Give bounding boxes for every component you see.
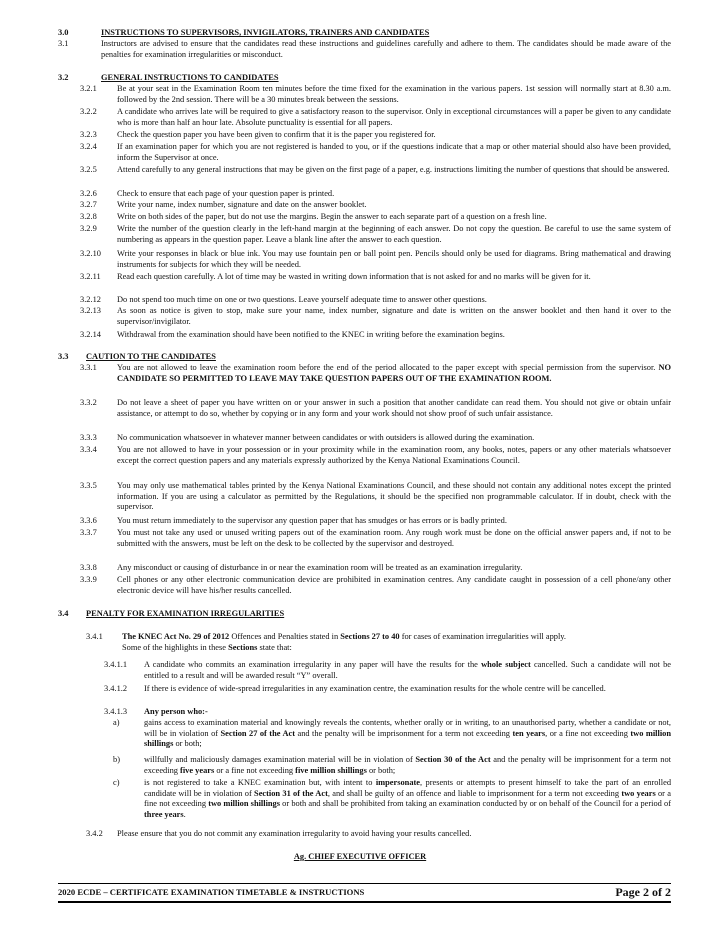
section-heading: GENERAL INSTRUCTIONS TO CANDIDATES bbox=[101, 73, 279, 82]
item-label: c) bbox=[113, 778, 120, 787]
item-text-plain: You are not allowed to leave the examination room before the end of the period allocated to the paper except with special permission from the supervisor. bbox=[117, 363, 656, 372]
item-text: Any misconduct or causing of disturbance in or near the examination room will be treated as an examination irregularity. bbox=[117, 563, 523, 572]
item-number: 3.2.14 bbox=[80, 330, 101, 339]
list-item bbox=[58, 130, 671, 141]
list-item bbox=[58, 212, 671, 223]
text-bold: whole subject bbox=[481, 660, 531, 669]
text-plain: for cases of examination irregularities will apply. bbox=[399, 632, 567, 641]
item-text: As soon as notice is given to stop, make sure your name, index number, signature and date is written on the answer booklet and then hand it over to the supervisor/invigilator. bbox=[117, 306, 671, 326]
text-plain: , and shall be guilty of an offence and liable to imprisonment for a term not exceeding bbox=[327, 788, 622, 798]
item-number: 3.3.1 bbox=[80, 363, 97, 372]
section-heading: PENALTY FOR EXAMINATION IRREGULARITIES bbox=[86, 609, 285, 618]
item-text bbox=[144, 755, 671, 776]
section-3-3 bbox=[58, 352, 671, 363]
item-text: Write the number of the question clearly in the left-hand margin at the beginning of each answer. Do not copy the question. Be careful to use the same system of numbering as appears in the question paper. Leave a blank line after the answer to each question. bbox=[117, 224, 671, 244]
text-plain: or both and shall be prohibited from taking an examination conducted by or on behalf of the Council for a period of bbox=[280, 799, 672, 809]
list-item bbox=[58, 528, 671, 549]
text-bold: two million shillings bbox=[144, 728, 671, 749]
item-text: Do not spend too much time on one or two questions. Leave yourself adequate time to answer other questions. bbox=[117, 295, 487, 304]
item-number: 3.3.9 bbox=[80, 575, 97, 584]
item-number: 3.4.1.3 bbox=[104, 707, 128, 716]
text-plain: and the penalty will be imprisonment for a term not exceeding bbox=[295, 728, 513, 738]
list-item bbox=[58, 224, 671, 245]
list-item bbox=[58, 330, 671, 341]
list-item bbox=[86, 829, 671, 840]
list-item bbox=[58, 272, 671, 283]
item-number: 3.2.1 bbox=[80, 84, 97, 93]
item-label: b) bbox=[113, 755, 120, 764]
list-item bbox=[58, 200, 671, 211]
section-number: 3.4 bbox=[58, 609, 69, 618]
list-item bbox=[58, 575, 671, 596]
item-label: a) bbox=[113, 718, 120, 727]
item-number: 3.4.1 bbox=[86, 632, 103, 641]
section-3-0 bbox=[58, 28, 671, 39]
text-bold: Sections bbox=[228, 642, 258, 652]
item-text: Write on both sides of the paper, but do not use the margins. Begin the answer to each separate part of a question on a fresh line. bbox=[117, 212, 547, 221]
list-item bbox=[58, 107, 671, 128]
item-number: 3.2.9 bbox=[80, 224, 97, 233]
text-plain: willfully and maliciously damages examination material will be in violation of bbox=[144, 755, 416, 764]
item-text bbox=[144, 778, 671, 820]
text-bold: Section 27 of the Act bbox=[220, 728, 296, 738]
text-plain: . bbox=[183, 809, 186, 819]
item-text: Check to ensure that each page of your question paper is printed. bbox=[117, 189, 335, 198]
text-plain: Some of the highlights in these bbox=[122, 642, 229, 652]
item-text: Withdrawal from the examination should have been notified to the KNEC in writing before the examination begins. bbox=[117, 330, 505, 339]
footer-title: 2020 ECDE – CERTIFICATE EXAMINATION TIMETABLE & INSTRUCTIONS bbox=[58, 887, 365, 898]
section-text: Instructors are advised to ensure that the candidates read these instructions and guidelines carefully and adhere to them. The candidates should be made aware of the penalties for examination irregularities or misconduct. bbox=[101, 39, 671, 59]
page-number: Page 2 of 2 bbox=[615, 885, 671, 900]
list-item bbox=[86, 632, 671, 653]
section-3-1 bbox=[58, 39, 671, 60]
item-number: 3.2.6 bbox=[80, 189, 97, 198]
text-bold: two years bbox=[621, 788, 656, 798]
item-number: 3.3.3 bbox=[80, 433, 97, 442]
item-number: 3.4.1.2 bbox=[104, 684, 128, 693]
item-number: 3.2.12 bbox=[80, 295, 101, 304]
list-item bbox=[104, 684, 671, 695]
item-text: You are not allowed to have in your possession or in your proximity while in the examination room, any books, notes, papers or any other materials whatsoever except the correct question papers and any materials expressly authorized by the Kenya National Examinations Council. bbox=[117, 445, 671, 465]
item-text: Do not leave a sheet of paper you have written on or your answer in such a position that another candidate can read them. You should not give or obtain unfair assistance, or attempt to do so, whether by copying or in any form and your work should not show proof of such unfair assistance. bbox=[117, 398, 671, 418]
list-item bbox=[58, 445, 671, 466]
list-item bbox=[58, 189, 671, 200]
list-item bbox=[58, 433, 671, 444]
item-text bbox=[117, 363, 671, 384]
list-item bbox=[58, 516, 671, 527]
text-plain: gains access to examination material and knowingly reveals the contents, whether orally or in writing, to an unauthorised party, whether a candidate or not, will be in violation of bbox=[144, 718, 671, 738]
item-number: 3.3.2 bbox=[80, 398, 97, 407]
text-plain: cancelled. Such a candidate will not be entitled to a result and will be awarded result “Y” overall. bbox=[144, 660, 671, 680]
text-bold: Sections 27 to 40 bbox=[340, 632, 400, 641]
text-bold: The KNEC Act No. 29 of 2012 bbox=[122, 632, 230, 641]
section-number: 3.0 bbox=[58, 28, 69, 37]
list-item bbox=[58, 249, 671, 270]
section-number: 3.2 bbox=[58, 73, 69, 82]
list-item bbox=[113, 718, 671, 750]
list-item bbox=[104, 660, 671, 681]
item-text: Any person who:- bbox=[144, 707, 208, 716]
item-text bbox=[122, 632, 671, 653]
list-item bbox=[58, 306, 671, 327]
list-item bbox=[113, 755, 671, 776]
list-item bbox=[104, 707, 671, 718]
item-number: 3.3.6 bbox=[80, 516, 97, 525]
text-plain: is not registered to take a KNEC examination but, with intent to bbox=[144, 778, 376, 787]
text-plain: and the penalty will be imprisonment for a term not exceeding bbox=[144, 755, 671, 775]
item-number: 3.4.2 bbox=[86, 829, 103, 838]
item-text: You must not take any used or unused writing papers out of the examination room. Any rough work must be done on the official answer papers and, if not to be submitted with the answers, must be left on the desk to be collected by the supervisor and destroyed. bbox=[117, 528, 671, 548]
item-text: Attend carefully to any general instructions that may be given on the first page of a paper, e.g. instructions limiting the number of questions that should be answered. bbox=[117, 165, 670, 174]
list-item bbox=[58, 563, 671, 574]
list-item bbox=[113, 778, 671, 820]
list-item bbox=[58, 481, 671, 513]
item-text-bold: NO CANDIDATE SO PERMITTED TO LEAVE MAY TAKE QUESTION PAPERS OUT OF THE EXAMINATION ROOM. bbox=[117, 363, 671, 383]
list-item bbox=[58, 165, 671, 176]
item-number: 3.4.1.1 bbox=[104, 660, 128, 669]
item-text: No communication whatsoever in whatever manner between candidates or with outsiders is allowed during the examination. bbox=[117, 433, 535, 442]
text-bold: two million shillings bbox=[208, 799, 281, 809]
text-plain: A candidate who commits an examination irregularity in any paper will have the results for the bbox=[144, 660, 482, 669]
item-text: If there is evidence of wide-spread irregularities in any examination centre, the examination results for the whole centre will be cancelled. bbox=[144, 684, 606, 693]
list-item bbox=[58, 398, 671, 419]
section-heading: INSTRUCTIONS TO SUPERVISORS, INVIGILATORS, TRAINERS AND CANDIDATES bbox=[101, 28, 430, 37]
item-text bbox=[144, 660, 671, 681]
list-item bbox=[58, 363, 671, 384]
item-text: If an examination paper for which you are not registered is handed to you, or if the questions indicate that a map or other material should also have been provided, inform the Supervisor at once. bbox=[117, 142, 671, 162]
item-number: 3.2.10 bbox=[80, 249, 101, 258]
text-bold: five years bbox=[180, 765, 215, 775]
section-number: 3.1 bbox=[58, 39, 69, 48]
item-number: 3.2.4 bbox=[80, 142, 97, 151]
text-plain: or both; bbox=[173, 739, 202, 749]
list-item bbox=[58, 84, 671, 105]
item-number: 3.2.8 bbox=[80, 212, 97, 221]
item-number: 3.3.4 bbox=[80, 445, 97, 454]
item-number: 3.2.7 bbox=[80, 200, 97, 209]
item-number: 3.2.3 bbox=[80, 130, 97, 139]
item-number: 3.3.5 bbox=[80, 481, 97, 490]
item-text: Check the question paper you have been given to confirm that it is the paper you registered for. bbox=[117, 130, 436, 139]
item-number: 3.2.11 bbox=[80, 272, 101, 281]
list-item bbox=[58, 142, 671, 163]
text-bold: three years bbox=[144, 809, 184, 819]
text-plain: , presents or attempts to present himself to take the part of an enrolled candidate will be in violation of bbox=[144, 778, 672, 798]
section-heading: CAUTION TO THE CANDIDATES bbox=[86, 352, 216, 361]
text-plain: Offences and Penalties stated in bbox=[229, 632, 341, 641]
item-text: Write your responses in black or blue ink. You may use fountain pen or ball point pen. Pencils should only be used for diagrams. Bring mathematical and drawing instruments for subjects for which they will be needed. bbox=[117, 249, 671, 269]
text-bold: impersonate bbox=[375, 778, 421, 787]
item-text: A candidate who arrives late will be required to give a satisfactory reason to the supervisor. Only in exceptional circumstances will a paper be given to any candidate who is more than half an hour late. Absolute punctuality is essential for all papers. bbox=[117, 107, 671, 127]
item-text: You must return immediately to the supervisor any question paper that has smudges or has errors or is badly printed. bbox=[117, 516, 507, 525]
item-text: Read each question carefully. A lot of time may be wasted in writing down information that is not asked for and no marks will be given for it. bbox=[117, 272, 591, 281]
item-text: You may only use mathematical tables printed by the Kenya National Examinations Council, and these should not contain any additional notes except the printed information. If you are using a calculator as permitted by the Regulations, it should be the specified non programmable calculator. If in doubt, check with the supervisor. bbox=[117, 481, 671, 512]
item-number: 3.2.2 bbox=[80, 107, 97, 116]
item-number: 3.3.7 bbox=[80, 528, 97, 537]
item-text: Write your name, index number, signature and date on the answer booklet. bbox=[117, 200, 367, 209]
signature-title: Ag. CHIEF EXECUTIVE OFFICER bbox=[293, 852, 427, 861]
item-number: 3.3.8 bbox=[80, 563, 97, 572]
section-number: 3.3 bbox=[58, 352, 69, 361]
section-3-4 bbox=[58, 609, 671, 620]
item-text: Cell phones or any other electronic communication device are prohibited in examination centres. Any candidate caught in possession of a cell phone/any other electronic device will have his/her results cancelled. bbox=[117, 575, 671, 595]
text-plain: or both; bbox=[366, 765, 396, 775]
section-3-2 bbox=[58, 73, 671, 84]
text-plain: state that: bbox=[257, 642, 292, 652]
item-number: 3.2.13 bbox=[80, 306, 101, 315]
text-bold: ten years bbox=[512, 728, 546, 738]
text-bold: five million shillings bbox=[295, 765, 367, 775]
text-bold: Section 30 of the Act bbox=[415, 755, 491, 764]
text-plain: , or a fine not exceeding bbox=[545, 728, 631, 738]
item-text: Be at your seat in the Examination Room ten minutes before the time fixed for the examination in the various papers. 1st session will normally start at 8.30 a.m. followed by the 2nd session. There will be a 30 minutes break between the sessions. bbox=[117, 84, 671, 104]
item-text bbox=[144, 718, 671, 750]
list-item bbox=[58, 295, 671, 306]
item-number: 3.2.5 bbox=[80, 165, 97, 174]
item-text: Please ensure that you do not commit any examination irregularity to avoid having your results cancelled. bbox=[117, 829, 472, 838]
text-plain: or a fine not exceeding bbox=[144, 788, 671, 809]
page-footer bbox=[58, 883, 671, 903]
text-bold: Section 31 of the Act bbox=[254, 788, 328, 798]
text-plain: or a fine not exceeding bbox=[214, 765, 296, 775]
